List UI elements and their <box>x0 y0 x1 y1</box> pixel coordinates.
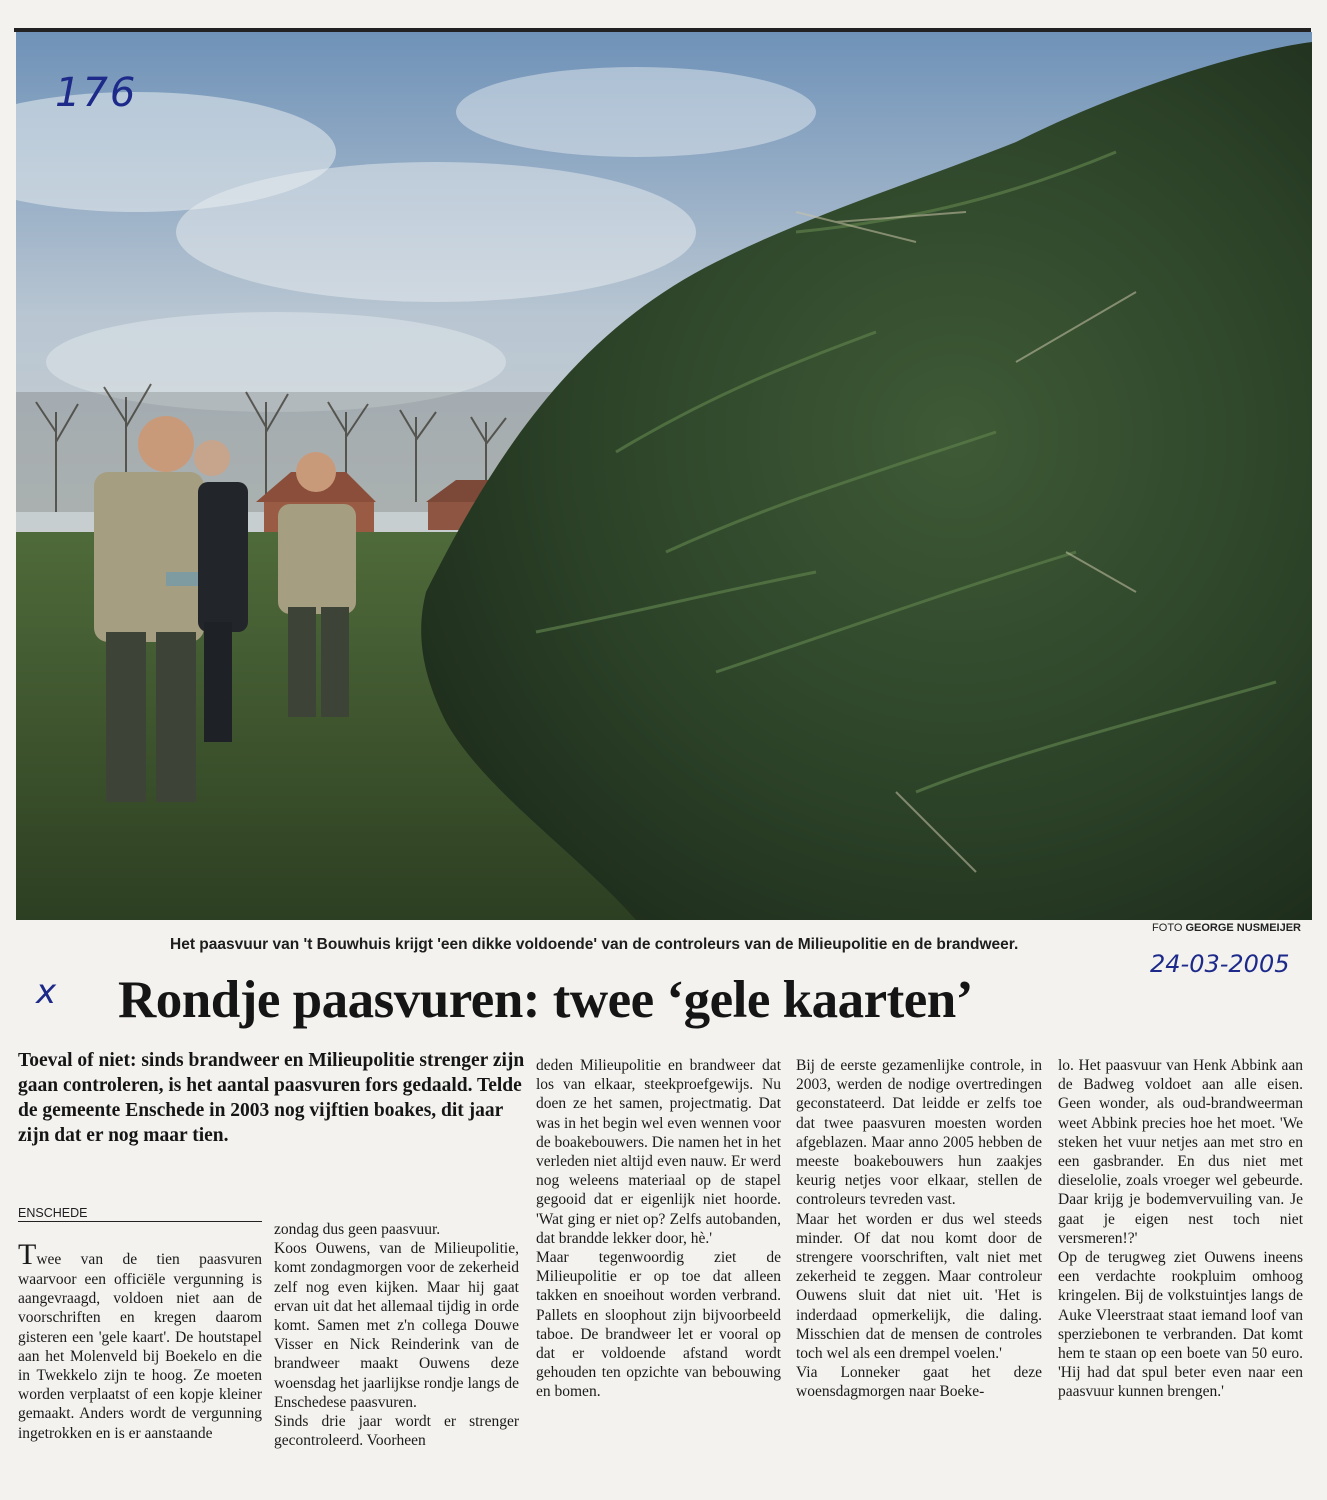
article-column-2 <box>274 1220 519 1450</box>
column-5-text: lo. Het paasvuur van Henk Abbink aan de Badweg voldoet aan alle eisen. Geen wonder, als oud-brandweerman weet Abbink precies hoe het moet. 'We steken het vuur netjes aan met stro en een gasbrander. En dus niet met dieselolie, zoals vroeger wel gebeurde. Daar krijg je bodemvervuiling van. Je gaat je eigen nest toch niet versmeren!?' Op de terugweg ziet Ouwens ineens een verdachte rookpluim omhoog kringelen. Bij de volkstuintjes langs de Auke Vleerstraat staat iemand loof van sperziebonen te verbranden. Dat komt hem te staan op een boete van 50 euro. 'Hij had dat spul beter even naar een paasvuur kunnen brengen.' <box>1058 1057 1303 1401</box>
article-headline: Rondje paasvuren: twee ‘gele kaarten’ <box>118 971 973 1029</box>
column-2-text: zondag dus geen paasvuur. Koos Ouwens, van de Milieupolitie, komt zondagmorgen voor de zekerheid zelf nog even kijken. Maar hij gaat ervan uit dat het allemaal tijdig in orde komt. Samen met z'n collega Douwe Visser en Nick Reinderink van de brandweer maakt Ouwens deze woensdag het jaarlijkse rondje langs de Enschedese paasvuren. Sinds drie jaar wordt er strenger gecontroleerd. Voorheen <box>274 1221 519 1450</box>
photo-illustration <box>16 32 1312 920</box>
article-lead: Toeval of niet: sinds brandweer en Milieupolitie strenger zijn gaan controleren, is het aantal paasvuren fors gedaald. Telde de gemeente Enschede in 2003 nog vijftien boakes, dit jaar zijn dat er nog maar tien. <box>18 1050 525 1146</box>
photo-credit-prefix: FOTO <box>1152 922 1183 934</box>
article-column-3 <box>536 1056 781 1402</box>
article-column-4 <box>796 1056 1042 1402</box>
photo-credit-name: GEORGE NUSMEIJER <box>1185 922 1301 934</box>
handwritten-mark: x <box>36 972 57 1012</box>
article-column-5 <box>1058 1056 1303 1402</box>
news-photo <box>16 32 1312 920</box>
handwritten-date: 24-03-2005 <box>1150 950 1290 978</box>
article-column-1 <box>18 1240 262 1443</box>
article-dateline: ENSCHEDE <box>18 1206 262 1222</box>
column-3-text: deden Milieupolitie en brandweer dat los van elkaar, steekproefgewijs. Nu doen ze het samen, projectmatig. Dat was in het begin wel even wennen voor de boakebouwers. Die namen het in het verleden niet altijd even nauw. Er werd nog weleens materiaal op de stapel gegooid dat er eigenlijk niet hoorde. 'Wat ging er niet op? Zelfs autobanden, dat brandde lekker door, hè.' Maar tegenwoordig ziet de Milieupolitie er op toe dat alleen takken en snoeihout worden verbrand. Pallets en sloophout zijn bijvoorbeeld taboe. De brandweer let er vooral op dat er voldoende afstand wordt gehouden ten opzichte van bebouwing en bomen. <box>536 1057 781 1401</box>
photo-caption: Het paasvuur van 't Bouwhuis krijgt 'een dikke voldoende' van de controleurs van de Milieupolitie en de brandweer. <box>170 936 1019 953</box>
column-4-text: Bij de eerste gezamenlijke controle, in 2003, werden de nodige overtredingen geconstateerd. Dat leidde er zelfs toe dat twee paasvuren moesten worden afgeblazen. Maar anno 2005 hebben de meeste boakebouwers hun zaakjes keurig netjes voor elkaar, stellen de controleurs tevreden vast. Maar het worden er dus wel steeds minder. Of dat nou komt door de strengere voorschriften, valt niet met zekerheid te zeggen. Maar controleur Ouwens sluit dat niet uit. 'Het is inderdaad opmerkelijk, die daling. Misschien dat de mensen de controles toch wel als een drempel voelen.' Via Lonneker gaat het deze woensdagmorgen naar Boeke- <box>796 1057 1042 1401</box>
column-1-text: Twee van de tien paasvuren waarvoor een officiële vergunning is aangevraagd, voldoen niet aan de voorschriften en kregen daarom gisteren een 'gele kaart'. De houtstapel aan het Molenveld bij Boekelo en die in Twekkelo zijn te hoog. Ze moeten worden verplaatst of een kopje kleiner gemaakt. Anders wordt de vergunning ingetrokken en is er aanstaande <box>18 1238 262 1442</box>
handwritten-page-number: 176 <box>55 70 138 116</box>
photo-credit <box>1152 922 1301 934</box>
